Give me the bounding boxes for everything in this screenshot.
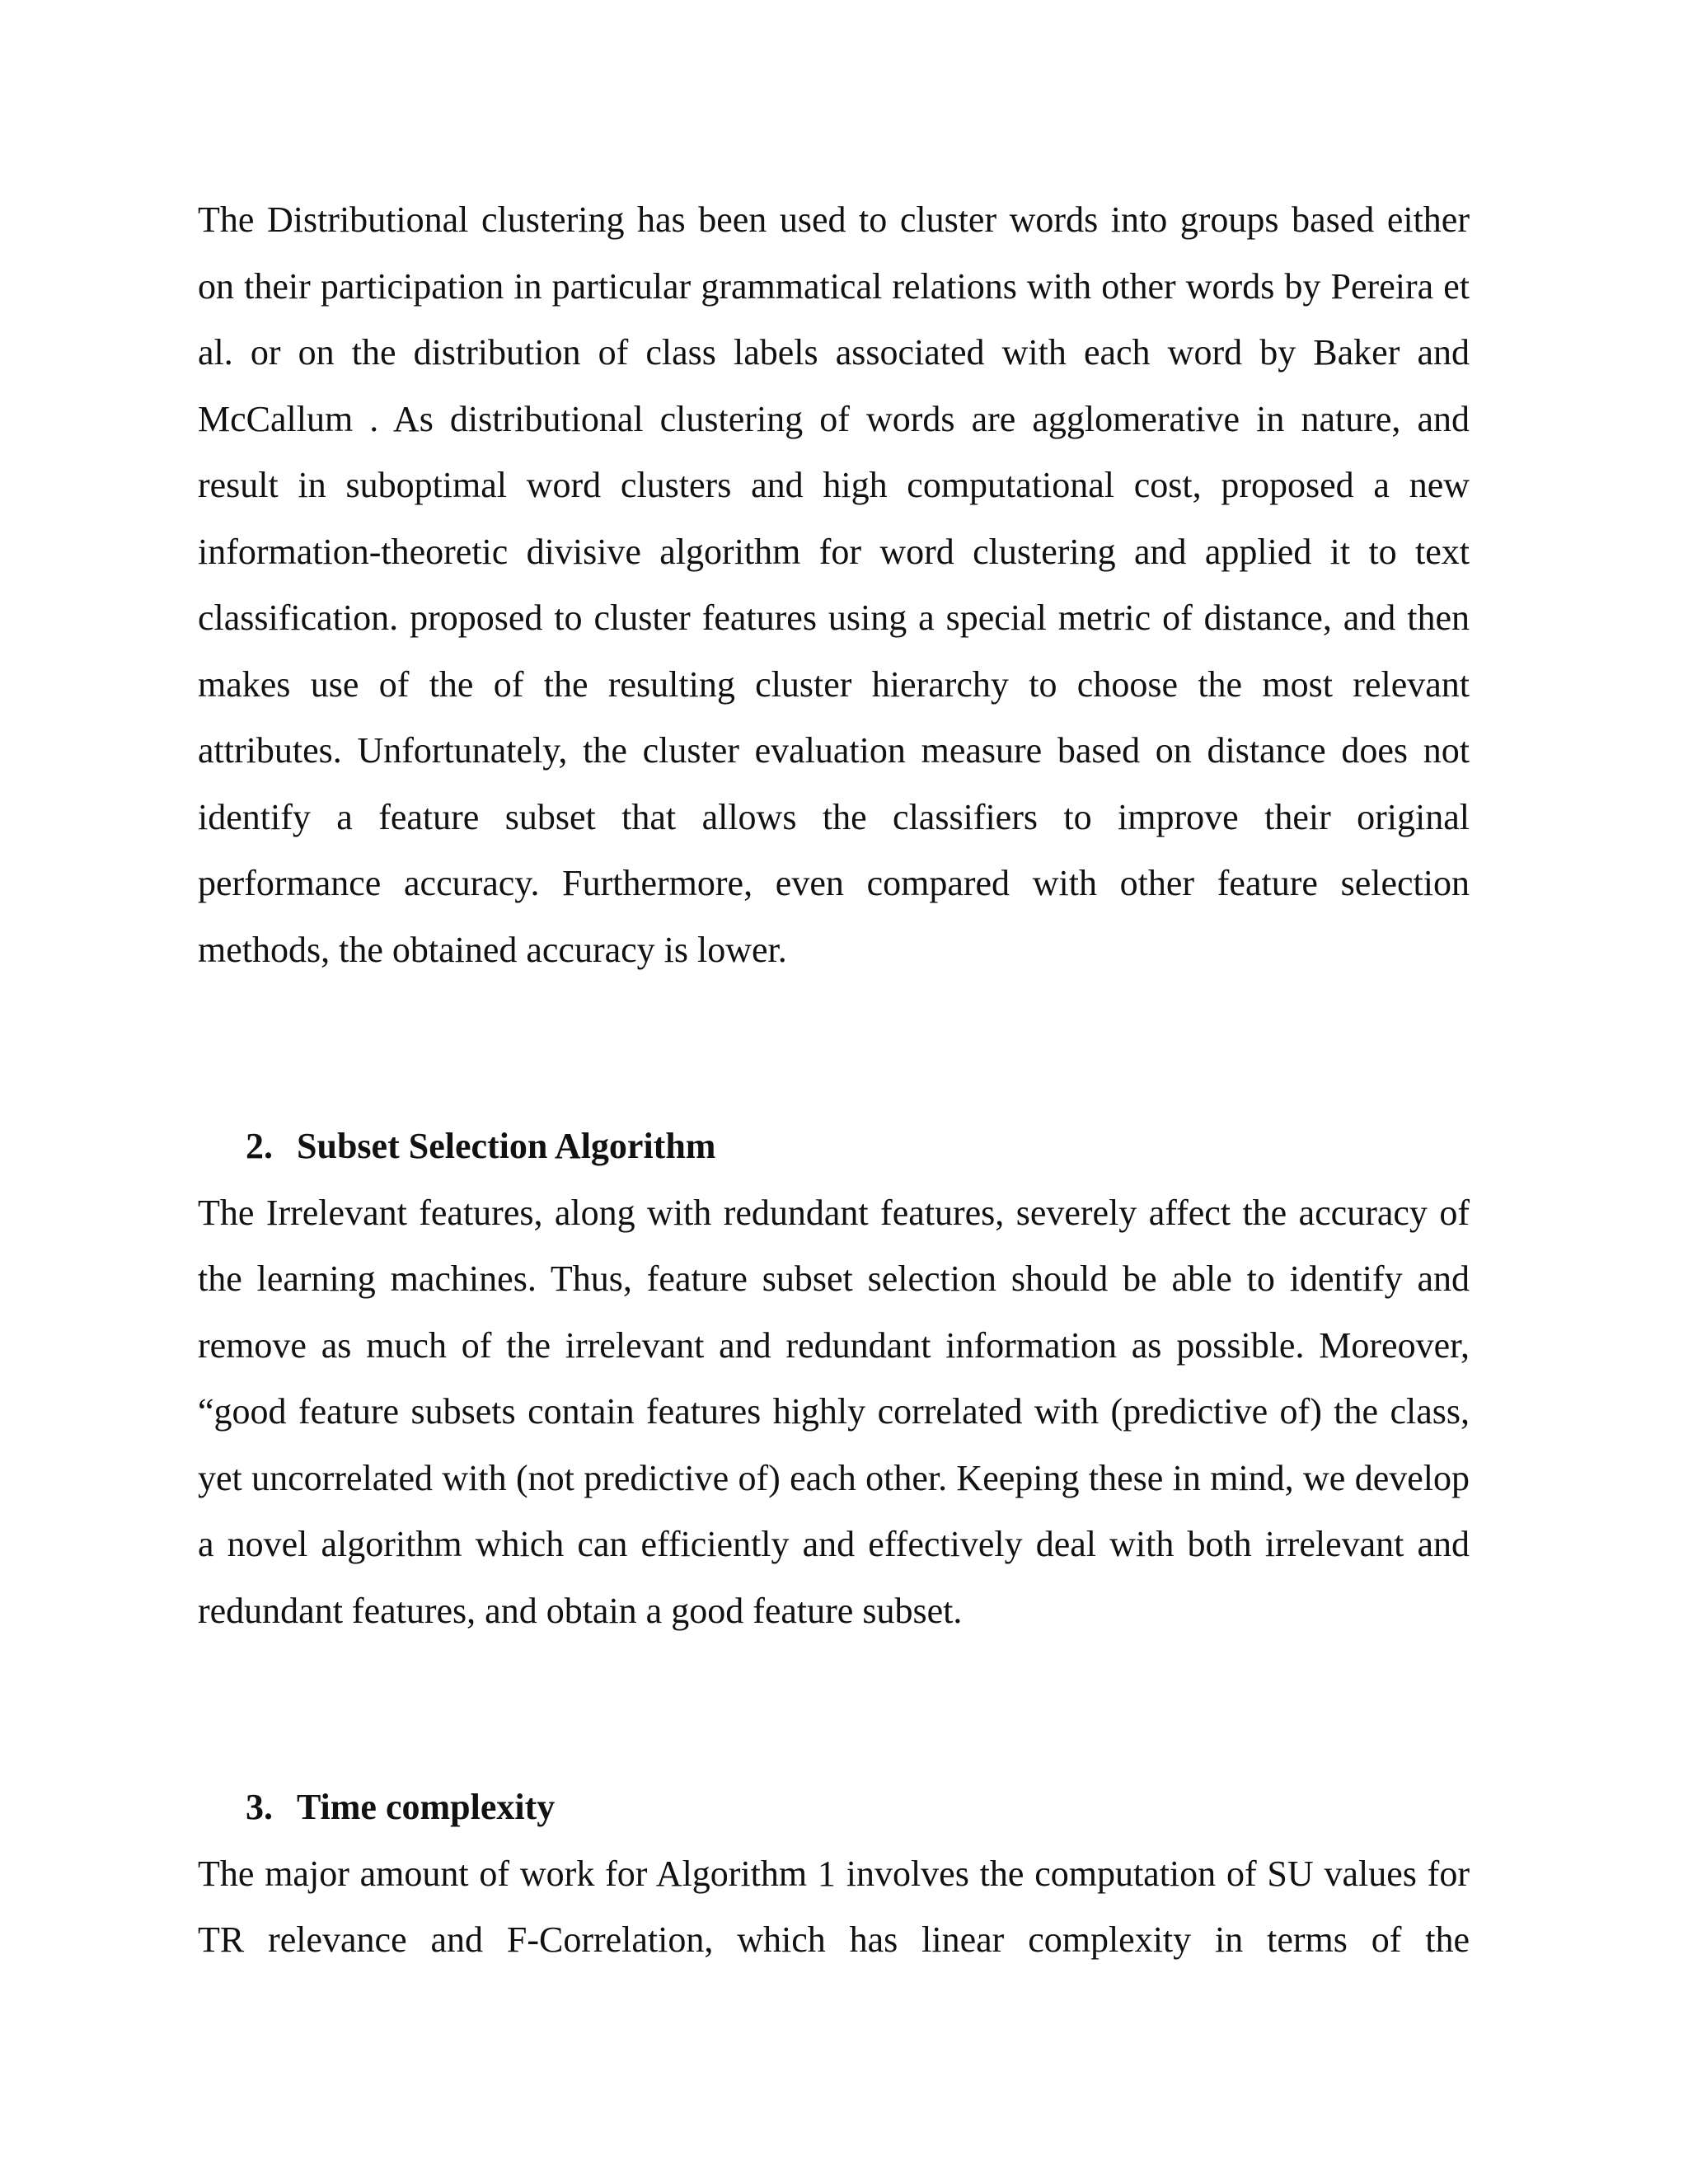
section-number: 2. xyxy=(246,1126,273,1166)
section-number: 3. xyxy=(246,1787,273,1827)
section-heading-time-complexity xyxy=(198,1774,1470,1841)
section-time-complexity xyxy=(198,1774,1470,1974)
section-subset-selection xyxy=(198,1113,1470,1644)
paragraph-time-complexity: The major amount of work for Algorithm 1 involves the computation of SU values for TR relevance and F-Correlation, which has linear complexity in terms of the xyxy=(198,1853,1470,1960)
paragraph-distributional-clustering: The Distributional clustering has been used to cluster words into groups based either on their participation in particular grammatical relations with other words by Pereira et al. or on the distribution of class labels associated with each word by Baker and McCallum . As distributional clustering of words are agglomerative in nature, and result in suboptimal word clusters and high computational cost, proposed a new information-theoretic divisive algorithm for word clustering and applied it to text classification. proposed to cluster features using a special metric of distance, and then makes use of the of the resulting cluster hierarchy to choose the most relevant attributes. Unfortunately, the cluster evaluation measure based on distance does not identify a feature subset that allows the classifiers to improve their original performance accuracy. Furthermore, even compared with other feature selection methods, the obtained accuracy is lower. xyxy=(198,199,1470,970)
section-title: Time complexity xyxy=(297,1787,556,1827)
section-title: Subset Selection Algorithm xyxy=(297,1126,716,1166)
intro-section xyxy=(198,187,1470,983)
paragraph-subset-selection: The Irrelevant features, along with redundant features, severely affect the accuracy of the learning machines. Thus, feature subset selection should be able to identify and remove as much of the irrelevant and redundant information as possible. Moreover, “good feature subsets contain features highly correlated with (predictive of) the class, yet uncorrelated with (not predictive of) each other. Keeping these in mind, we develop a novel algorithm which can efficiently and effectively deal with both irrelevant and redundant features, and obtain a good feature subset. xyxy=(198,1192,1470,1631)
section-heading-subset-selection xyxy=(198,1113,1470,1180)
